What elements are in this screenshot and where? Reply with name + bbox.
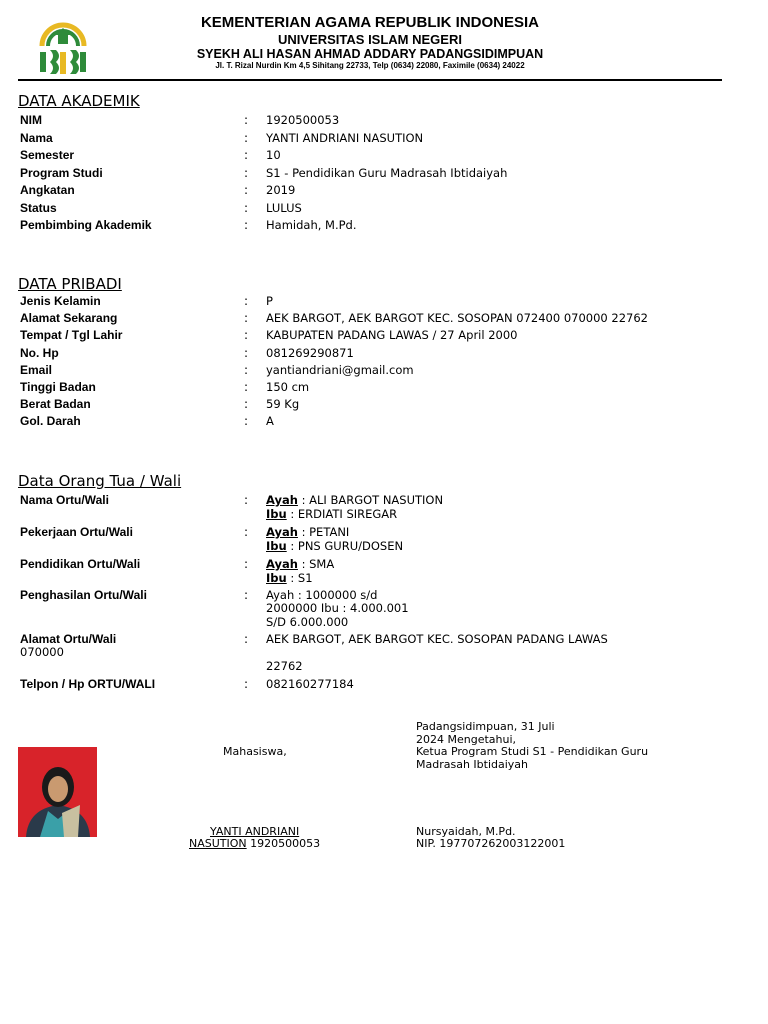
pendidikan-ibu: : S1 bbox=[286, 571, 313, 585]
value-pribadi-4: yantiandriani@gmail.com bbox=[266, 362, 414, 377]
pekerjaan-ayah: : PETANI bbox=[297, 525, 350, 539]
label-pribadi-4: Email bbox=[20, 362, 53, 377]
student-name-line1: YANTI ANDRIANI bbox=[210, 825, 300, 838]
nama-ibu: : ERDIATI SIREGAR bbox=[286, 507, 398, 521]
letterhead bbox=[0, 0, 768, 82]
label-pribadi-5: Tinggi Badan bbox=[20, 380, 96, 394]
label-telpon-ortu: Telpon / Hp ORTU/WALI bbox=[20, 677, 156, 691]
section-title-ortu: Data Orang Tua / Wali bbox=[18, 472, 182, 490]
university-logo-icon bbox=[36, 20, 90, 78]
value-pribadi-3: 081269290871 bbox=[266, 345, 354, 360]
section-title-akademik: DATA AKADEMIK bbox=[18, 92, 140, 110]
colon: : bbox=[244, 557, 249, 571]
colon: : bbox=[244, 113, 249, 127]
colon: : bbox=[244, 218, 249, 232]
colon: : bbox=[244, 148, 249, 162]
value-penghasilan-line3: S/D 6.000.000 bbox=[266, 615, 349, 629]
university-subname: SYEKH ALI HASAN AHMAD ADDARY PADANGSIDIMPUAN bbox=[196, 47, 544, 61]
value-pendidikan-ibu bbox=[266, 571, 313, 585]
mahasiswa-label: Mahasiswa, bbox=[223, 745, 287, 758]
label-alamat-ortu: Alamat Ortu/Wali bbox=[20, 632, 117, 646]
ayah-label: Ayah bbox=[266, 557, 298, 571]
header-divider bbox=[18, 79, 722, 81]
pendidikan-ayah: : SMA bbox=[297, 557, 335, 571]
colon: : bbox=[244, 328, 249, 343]
colon: : bbox=[244, 493, 249, 507]
ibu-label: Ibu bbox=[266, 507, 287, 521]
ibu-label: Ibu bbox=[266, 539, 287, 553]
kaprodi-title-line2: Madrasah Ibtidaiyah bbox=[416, 758, 529, 771]
colon: : bbox=[244, 414, 249, 429]
university-address: Jl. T. Rizal Nurdin Km 4,5 Sihitang 22733, Telp (0634) 22080, Faximile (0634) 24022 bbox=[215, 61, 525, 70]
colon: : bbox=[244, 130, 249, 145]
kaprodi-title-line1: Ketua Program Studi S1 - Pendidikan Guru bbox=[416, 745, 649, 758]
colon: : bbox=[244, 525, 249, 539]
pekerjaan-ibu: : PNS GURU/DOSEN bbox=[286, 539, 404, 553]
value-pribadi-5: 150 cm bbox=[266, 380, 310, 394]
nama-ayah: : ALI BARGOT NASUTION bbox=[297, 493, 444, 507]
place-date-line1: Padangsidimpuan, 31 Juli bbox=[416, 720, 555, 733]
student-name-nim bbox=[189, 837, 320, 850]
colon: : bbox=[244, 200, 249, 215]
colon: : bbox=[244, 165, 249, 180]
colon: : bbox=[244, 345, 249, 360]
ayah-label: Ayah bbox=[266, 525, 298, 539]
value-pendidikan-ayah bbox=[266, 557, 334, 571]
label-akademik-0: NIM bbox=[20, 113, 42, 127]
value-pribadi-7: A bbox=[266, 414, 274, 429]
value-akademik-3: S1 - Pendidikan Guru Madrasah Ibtidaiyah bbox=[266, 165, 508, 180]
value-akademik-5: LULUS bbox=[266, 200, 302, 215]
label-akademik-1: Nama bbox=[20, 130, 53, 145]
colon: : bbox=[244, 311, 249, 326]
value-akademik-1: YANTI ANDRIANI NASUTION bbox=[266, 130, 424, 145]
label-akademik-3: Program Studi bbox=[20, 165, 103, 180]
value-pribadi-1: AEK BARGOT, AEK BARGOT KEC. SOSOPAN 072400 070000 22762 bbox=[266, 311, 648, 326]
value-pribadi-0: P bbox=[266, 294, 273, 308]
section-title-pribadi: DATA PRIBADI bbox=[18, 275, 122, 293]
label-pribadi-7: Gol. Darah bbox=[20, 414, 81, 429]
value-pekerjaan-ayah bbox=[266, 525, 349, 539]
value-nama-ayah bbox=[266, 493, 443, 507]
colon: : bbox=[244, 632, 249, 646]
place-date-line2: 2024 Mengetahui, bbox=[416, 733, 517, 746]
label-pribadi-6: Berat Badan bbox=[20, 397, 91, 412]
label-akademik-4: Angkatan bbox=[20, 183, 75, 197]
kaprodi-name: Nursyaidah, M.Pd. bbox=[416, 825, 516, 838]
colon: : bbox=[244, 183, 249, 197]
value-telpon-ortu: 082160277184 bbox=[266, 677, 354, 691]
colon: : bbox=[244, 397, 249, 412]
value-akademik-4: 2019 bbox=[266, 183, 296, 197]
university-name: UNIVERSITAS ISLAM NEGERI bbox=[278, 32, 462, 47]
ministry-name: KEMENTERIAN AGAMA REPUBLIK INDONESIA bbox=[200, 14, 540, 31]
kaprodi-nip: NIP. 197707262003122001 bbox=[416, 837, 566, 850]
value-akademik-0: 1920500053 bbox=[266, 113, 340, 127]
value-penghasilan-line2: 2000000 Ibu : 4.000.001 bbox=[266, 601, 409, 615]
label-nama-ortu: Nama Ortu/Wali bbox=[20, 493, 109, 507]
value-pekerjaan-ibu bbox=[266, 539, 403, 553]
label-akademik-5: Status bbox=[20, 200, 57, 215]
colon: : bbox=[244, 588, 249, 602]
value-akademik-2: 10 bbox=[266, 148, 281, 162]
label-akademik-6: Pembimbing Akademik bbox=[20, 218, 152, 232]
label-pribadi-3: No. Hp bbox=[20, 345, 59, 360]
value-pribadi-6: 59 Kg bbox=[266, 397, 300, 412]
label-alamat-ortu-cont: 070000 bbox=[20, 645, 64, 659]
student-nim: 1920500053 bbox=[246, 837, 321, 850]
label-pribadi-0: Jenis Kelamin bbox=[20, 294, 101, 308]
value-nama-ibu bbox=[266, 507, 397, 521]
value-alamat-ortu-line2: 22762 bbox=[266, 659, 303, 673]
value-pribadi-2: KABUPATEN PADANG LAWAS / 27 April 2000 bbox=[266, 328, 518, 343]
value-akademik-6: Hamidah, M.Pd. bbox=[266, 218, 357, 232]
ibu-label: Ibu bbox=[266, 571, 287, 585]
colon: : bbox=[244, 362, 249, 377]
value-penghasilan-line1: Ayah : 1000000 s/d bbox=[266, 588, 378, 602]
label-pribadi-1: Alamat Sekarang bbox=[20, 311, 118, 326]
label-penghasilan-ortu: Penghasilan Ortu/Wali bbox=[20, 588, 147, 602]
colon: : bbox=[244, 677, 249, 691]
value-alamat-ortu-line1: AEK BARGOT, AEK BARGOT KEC. SOSOPAN PADANG LAWAS bbox=[266, 632, 608, 646]
student-photo bbox=[18, 747, 97, 837]
colon: : bbox=[244, 294, 249, 308]
ayah-label: Ayah bbox=[266, 493, 298, 507]
label-pekerjaan-ortu: Pekerjaan Ortu/Wali bbox=[20, 525, 133, 539]
label-pendidikan-ortu: Pendidikan Ortu/Wali bbox=[20, 557, 141, 571]
colon: : bbox=[244, 380, 249, 394]
label-akademik-2: Semester bbox=[20, 148, 75, 162]
label-pribadi-2: Tempat / Tgl Lahir bbox=[20, 328, 123, 343]
student-name-line2: NASUTION bbox=[189, 837, 247, 850]
